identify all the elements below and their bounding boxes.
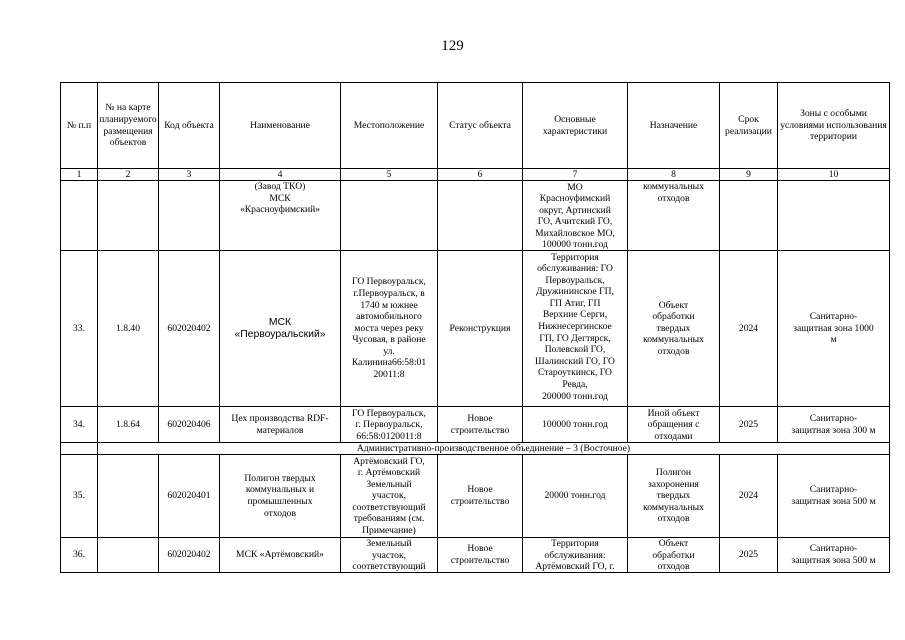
page-number: 129 xyxy=(441,38,464,54)
cell-characteristics: 100000 тонн.год xyxy=(523,407,628,443)
column-number-row xyxy=(61,169,890,181)
table-row xyxy=(61,407,890,443)
cell-num: 36. xyxy=(61,538,98,573)
col-number: 9 xyxy=(720,169,778,181)
col-header-code: Код объекта xyxy=(159,83,220,169)
col-number: 8 xyxy=(628,169,720,181)
cell-code: 602020401 xyxy=(159,455,220,538)
header-row xyxy=(61,83,890,169)
cell-term: 2024 xyxy=(720,251,778,407)
cell-code: 602020402 xyxy=(159,251,220,407)
col-header-zones: Зоны с особыми условиями использования территории xyxy=(778,83,890,169)
col-number: 6 xyxy=(438,169,523,181)
cell-map-num xyxy=(98,455,159,538)
cell-text: ГО Первоуральск, г.Первоуральск, в 1740 м южнее автомобильного моста через реку Чусовая, в районе ул. Калинина66:58:01 20011:8 xyxy=(351,276,427,381)
cell xyxy=(778,181,890,251)
objects-table xyxy=(60,82,890,573)
cell xyxy=(61,443,98,455)
cell-map-num xyxy=(98,538,159,573)
cell xyxy=(341,181,438,251)
cell-name: Цех производства RDF- материалов xyxy=(220,407,341,443)
cell-location xyxy=(341,455,438,538)
cell xyxy=(159,181,220,251)
cell-zone: Санитарно- защитная зона 500 м xyxy=(778,455,890,538)
cell-location xyxy=(341,407,438,443)
cell-name: МСК «Артёмовский» xyxy=(220,538,341,573)
cell-location xyxy=(341,538,438,573)
cell-zone: Санитарно- защитная зона 500 м xyxy=(778,538,890,573)
cell xyxy=(438,181,523,251)
cell-name: Полигон твердых коммунальных и промышленных отходов xyxy=(220,455,341,538)
section-row xyxy=(61,443,890,455)
cell-num: 34. xyxy=(61,407,98,443)
col-number: 7 xyxy=(523,169,628,181)
col-number: 2 xyxy=(98,169,159,181)
col-header-term: Срок реализации xyxy=(720,83,778,169)
col-header-location: Местоположение xyxy=(341,83,438,169)
table-row xyxy=(61,251,890,407)
cell-purpose: Полигон захоронения твердых коммунальных отходов xyxy=(628,455,720,538)
col-number: 3 xyxy=(159,169,220,181)
cell-location xyxy=(341,251,438,407)
cell-term: 2025 xyxy=(720,538,778,573)
cell-text: Территория обслуживания: Артёмовский ГО, г. xyxy=(535,538,615,572)
cell-status: Новое строительство xyxy=(438,538,523,573)
table-row xyxy=(61,538,890,573)
cell-purpose xyxy=(628,407,720,443)
cell-code: 602020402 xyxy=(159,538,220,573)
cell-text: (Завод ТКО) МСК «Красноуфимский» xyxy=(239,181,321,216)
col-header-num: № п.п xyxy=(61,83,98,169)
cell-status: Новое строительство xyxy=(438,455,523,538)
col-header-map-num: № на карте планируемого размещения объектов xyxy=(98,83,159,169)
col-header-status: Статус объекта xyxy=(438,83,523,169)
cell-text: коммунальных отходов xyxy=(643,181,704,204)
cell-map-num: 1.8.64 xyxy=(98,407,159,443)
cell-text: Земельный участок, соответствующий xyxy=(352,538,426,572)
cell-text: ГО Первоуральск, г. Первоуральск, 66:58:0120011:8 xyxy=(352,407,426,442)
cell-text: МО Красноуфимский округ, Артинский ГО, Ачитский ГО, Михайловское МО, 100000 тонн.год xyxy=(535,181,615,250)
cell-purpose xyxy=(628,181,720,251)
cell-purpose: Объект обработки твердых коммунальных отходов xyxy=(628,251,720,407)
cell-zone: Санитарно- защитная зона 1000 м xyxy=(778,251,890,407)
cell-text: Территория обслуживания: ГО Первоуральск, Дружининское ГП, ГП Атиг, ГП Верхние Серги, Нижнесергинское ГП, ГО Дегтярск, Полевской ГО, Шалинский ГО, ГО Староуткинск, ГО Ревда, 200000 тонн.год xyxy=(535,251,615,402)
cell-code: 602020406 xyxy=(159,407,220,443)
cell-name: МСК «Первоуральский» xyxy=(220,251,341,407)
col-header-purpose: Назначение xyxy=(628,83,720,169)
cell xyxy=(98,181,159,251)
col-number: 10 xyxy=(778,169,890,181)
cell-name xyxy=(220,181,341,251)
table-row xyxy=(61,455,890,538)
cell-characteristics xyxy=(523,538,628,573)
col-number: 1 xyxy=(61,169,98,181)
cell-status: Новое строительство xyxy=(438,407,523,443)
cell-term: 2025 xyxy=(720,407,778,443)
cell xyxy=(61,181,98,251)
col-number: 5 xyxy=(341,169,438,181)
cell-num: 35. xyxy=(61,455,98,538)
cell xyxy=(720,181,778,251)
table-row xyxy=(61,181,890,251)
cell-text: Иной объект обращения с отходами xyxy=(647,407,700,442)
cell-characteristics: 20000 тонн.год xyxy=(523,455,628,538)
cell-characteristics xyxy=(523,181,628,251)
cell-status: Реконструкция xyxy=(438,251,523,407)
cell-zone: Санитарно- защитная зона 300 м xyxy=(778,407,890,443)
cell-text: Объект обработки отходов xyxy=(652,538,695,572)
col-header-characteristics: Основные характеристики xyxy=(523,83,628,169)
cell-num: 33. xyxy=(61,251,98,407)
cell-term: 2024 xyxy=(720,455,778,538)
cell-text: Артёмовский ГО, г. Артёмовский Земельный участок, соответствующий требованиям (см. Примечание) xyxy=(352,455,426,537)
col-header-name: Наименование xyxy=(220,83,341,169)
col-number: 4 xyxy=(220,169,341,181)
section-title: Административно-производственное объединение – 3 (Восточное) xyxy=(98,443,890,455)
cell-purpose xyxy=(628,538,720,573)
cell-characteristics xyxy=(523,251,628,407)
cell-map-num: 1.8.40 xyxy=(98,251,159,407)
